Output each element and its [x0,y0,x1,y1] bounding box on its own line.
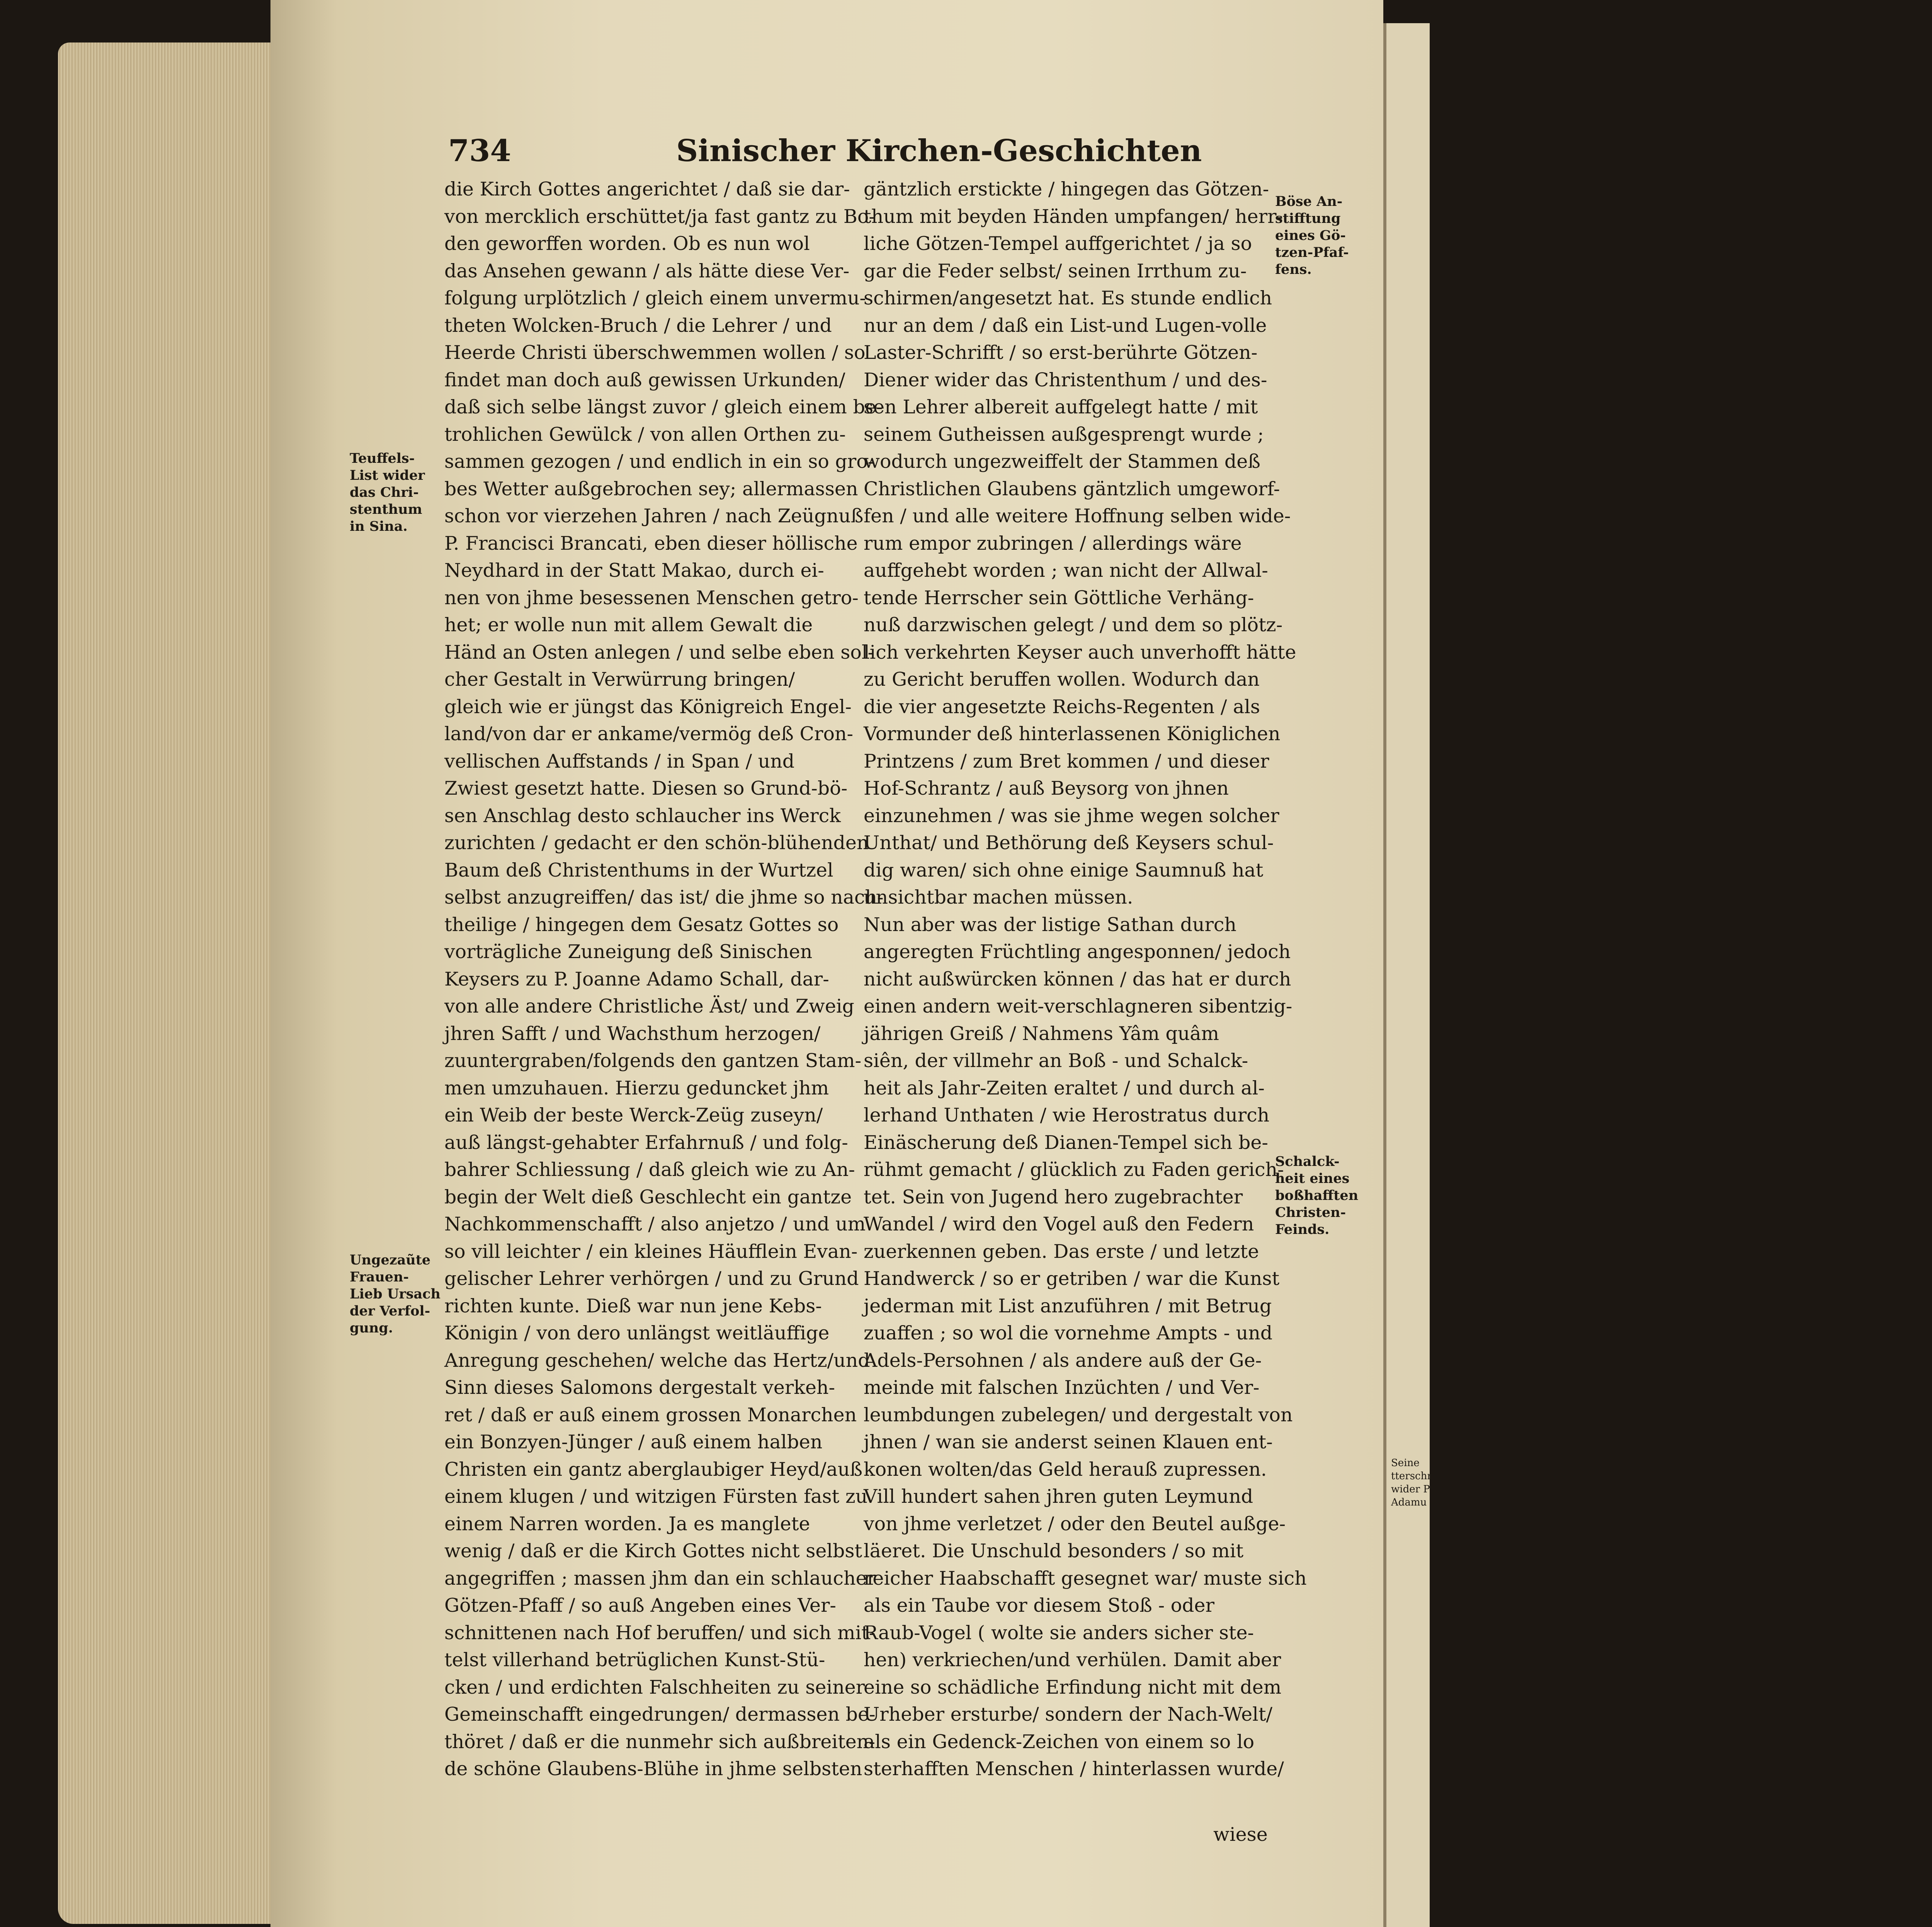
text-line: tet. Sein von Jugend hero zugebrachter [864,1186,1243,1208]
margin-note-line: heit eines [1275,1171,1350,1186]
text-line: von mercklich erschüttet/ja fast gantz zu Bo- [444,205,875,228]
text-line: unsichtbar machen müssen. [864,886,1133,908]
text-line: seinem Gutheissen außgesprengt wurde ; [864,423,1264,445]
margin-note-boese-anstifftung [1275,193,1364,278]
text-line: cher Gestalt in Verwürrung bringen/ [444,668,795,690]
text-line: theten Wolcken-Bruch / die Lehrer / und [444,314,832,336]
margin-note-line: stifftung [1275,211,1341,226]
text-line: sammen gezogen / und endlich in ein so gro- [444,450,874,472]
text-line: Sinn dieses Salomons dergestalt verkeh- [444,1376,835,1399]
margin-note-line: Frauen- [350,1269,409,1285]
text-line: Hof-Schrantz / auß Beysorg von jhnen [864,777,1229,799]
text-line: den geworffen worden. Ob es nun wol [444,233,810,255]
text-line: begin der Welt dieß Geschlecht ein gantze [444,1186,852,1208]
text-line: dig waren/ sich ohne einige Saumnuß hat [864,859,1264,881]
text-line: Händ an Osten anlegen / und selbe eben sol- [444,641,874,663]
margin-note-line: Schalck- [1275,1154,1340,1169]
text-line: gar die Feder selbst/ seinen Irrthum zu- [864,260,1247,282]
text-line: die Kirch Gottes angerichtet / daß sie dar- [444,178,850,200]
text-line: ein Bonzyen-Jünger / auß einem halben [444,1431,823,1453]
text-line: P. Francisci Brancati, eben dieser höllische [444,532,858,554]
text-line: nur an dem / daß ein List-und Lugen-volle [864,314,1267,336]
text-line: sen Lehrer albereit auffgelegt hatte / mit [864,396,1258,418]
text-line: Einäscherung deß Dianen-Tempel sich be- [864,1131,1268,1154]
text-line: folgung urplötzlich / gleich einem unvermu- [444,287,866,309]
text-line: ret / daß er auß einem grossen Monarchen [444,1404,857,1426]
margin-note-line: gung. [350,1320,393,1336]
text-line: Wandel / wird den Vogel auß den Federn [864,1213,1254,1235]
text-line: de schöne Glaubens-Blühe in jhme selbsten [444,1758,862,1780]
text-line: thum mit beyden Händen umpfangen/ herr- [864,205,1283,228]
text-line: eine so schädliche Erfindung nicht mit dem [864,1676,1282,1698]
text-line: zuuntergraben/folgends den gantzen Stam- [444,1050,862,1072]
text-line: zuerkennen geben. Das erste / und letzte [864,1240,1259,1263]
text-line: Unthat/ und Bethörung deß Keysers schul- [864,832,1274,854]
text-line: als ein Gedenck-Zeichen von einem so lo [864,1730,1255,1753]
margin-note-line: List wider [350,467,425,483]
text-line: Vormunder deß hinterlassenen Königlichen [864,723,1281,745]
margin-note-line: der Verfol- [350,1303,430,1319]
text-line: Baum deß Christenthums in der Wurtzel [444,859,833,881]
text-line: einzunehmen / was sie jhme wegen solcher [864,804,1279,827]
text-line: zurichten / gedacht er den schön-blühenden [444,832,869,854]
text-line: auffgehebt worden ; wan nicht der Allwal- [864,559,1268,581]
text-line: jährigen Greiß / Nahmens Yâm quâm [864,1022,1219,1045]
margin-note-schalckheit [1275,1153,1364,1238]
text-line: Urheber ersturbe/ sondern der Nach-Welt/ [864,1703,1273,1725]
text-line: nuß darzwischen gelegt / und dem so plötz- [864,614,1283,636]
edge-note-line: Seine [1391,1457,1420,1469]
text-line: angeregten Früchtling angesponnen/ jedoch [864,941,1291,963]
text-line: einem Narren worden. Ja es manglete [444,1512,810,1535]
text-line: einem klugen / und witzigen Fürsten fast zu [444,1485,868,1507]
text-line: konen wolten/das Geld herauß zupressen. [864,1458,1267,1480]
margin-note-frauen-lieb [350,1252,439,1337]
text-column-left [444,176,884,1783]
margin-note-line: Teuffels- [350,450,415,466]
text-line: Königin / von dero unlängst weitläuffige [444,1322,830,1344]
text-line: Christlichen Glaubens gäntzlich umgeworf- [864,478,1280,500]
edge-note-line: wider P [1391,1483,1430,1495]
text-line: Laster-Schrifft / so erst-berührte Götzen- [864,342,1258,364]
text-line: tende Herrscher sein Göttliche Verhäng- [864,586,1254,609]
margin-note-line: stenthum [350,501,422,517]
margin-note-line: boßhafften [1275,1188,1359,1203]
margin-note-line: Christen- [1275,1205,1346,1220]
text-line: Zwiest gesetzt hatte. Diesen so Grund-bö- [444,777,848,799]
text-line: rum empor zubringen / allerdings wäre [864,532,1242,554]
text-line: gäntzlich erstickte / hingegen das Götzen- [864,178,1269,200]
text-line: lich verkehrten Keyser auch unverhofft hätte [864,641,1296,663]
text-line: men umzuhauen. Hierzu geduncket jhm [444,1077,829,1099]
text-line: het; er wolle nun mit allem Gewalt die [444,614,813,636]
text-line: wodurch ungezweiffelt der Stammen deß [864,450,1261,472]
margin-note-line: tzen-Pfaf- [1275,245,1349,260]
text-line: Nachkommenschafft / also anjetzo / und um [444,1213,866,1235]
page-number: 734 [448,133,511,168]
text-line: cken / und erdichten Falschheiten zu seiner [444,1676,865,1698]
text-line: als ein Taube vor diesem Stoß - oder [864,1594,1214,1616]
running-head: Sinischer Kirchen-Geschichten [676,133,1202,168]
text-line: Anregung geschehen/ welche das Hertz/und [444,1349,870,1371]
text-line: einen andern weit-verschlagneren sibentzig- [864,995,1293,1017]
text-line: meinde mit falschen Inzüchten / und Ver- [864,1376,1260,1399]
text-line: so vill leichter / ein kleines Häufflein Evan- [444,1240,858,1263]
text-line: zu Gericht beruffen wollen. Wodurch dan [864,668,1260,690]
text-line: theilige / hingegen dem Gesatz Gottes so [444,913,839,936]
text-line: vellischen Auffstands / in Span / und [444,750,795,772]
text-line: selbst anzugreiffen/ das ist/ die jhme so nach- [444,886,884,908]
text-line: ein Weib der beste Werck-Zeüg zuseyn/ [444,1104,823,1126]
text-line: schnittenen nach Hof beruffen/ und sich mit- [444,1621,876,1644]
margin-note-teuffels-list [350,450,439,535]
margin-note-line: Feinds. [1275,1222,1330,1237]
text-line: findet man doch auß gewissen Urkunden/ [444,369,845,391]
text-line: richten kunte. Dieß war nun jene Kebs- [444,1295,822,1317]
text-line: sen Anschlag desto schlaucher ins Werck [444,804,841,827]
text-line: schon vor vierzehen Jahren / nach Zeügnuß [444,505,864,527]
text-line: gelischer Lehrer verhörgen / und zu Grund [444,1268,859,1290]
text-line: zuaffen ; so wol die vornehme Ampts - und [864,1322,1273,1344]
text-line: leumbdungen zubelegen/ und dergestalt von [864,1404,1293,1426]
text-line: Keysers zu P. Joanne Adamo Schall, dar- [444,968,829,990]
text-line: telst villerhand betrüglichen Kunst-Stü- [444,1649,825,1671]
text-line: von alle andere Christliche Äst/ und Zweig [444,995,854,1017]
margin-note-line: das Chri- [350,484,419,500]
text-line: Handwerck / so er getriben / war die Kunst [864,1268,1280,1290]
margin-note-line: Ungezaũte [350,1252,431,1268]
text-line: reicher Haabschafft gesegnet war/ muste sich [864,1567,1307,1589]
text-line: Nun aber was der listige Sathan durch [864,913,1236,936]
page-edges [58,42,290,1924]
text-line: siên, der villmehr an Boß - und Schalck- [864,1050,1248,1072]
text-line: trohlichen Gewülck / von allen Orthen zu- [444,423,846,445]
facing-page-edge [1383,23,1430,1927]
text-line: die vier angesetzte Reichs-Regenten / als [864,695,1260,718]
text-line: Diener wider das Christenthum / und des- [864,369,1267,391]
text-line: Heerde Christi überschwemmen wollen / so [444,342,866,364]
text-line: jederman mit List anzuführen / mit Betrug [864,1295,1272,1317]
text-line: Götzen-Pfaff / so auß Angeben eines Ver- [444,1594,836,1616]
text-line: jhren Safft / und Wachsthum herzogen/ [444,1022,821,1045]
edge-note-bottom [1391,1456,1432,1509]
text-line: heit als Jahr-Zeiten eraltet / und durch al- [864,1077,1265,1099]
text-line: sterhafften Menschen / hinterlassen wurde/ [864,1758,1284,1780]
text-line: Gemeinschafft eingedrungen/ dermassen be- [444,1703,876,1725]
text-line: von jhme verletzet / oder den Beutel außge- [864,1512,1286,1535]
margin-note-line: Böse An- [1275,194,1343,209]
margin-note-line: fens. [1275,262,1312,277]
text-line: läeret. Die Unschuld besonders / so mit [864,1540,1244,1562]
text-line: schirmen/angesetzt hat. Es stunde endlich [864,287,1272,309]
text-line: land/von dar er ankame/vermög deß Cron- [444,723,854,745]
text-line: thöret / daß er die nunmehr sich außbreiten- [444,1730,875,1753]
text-line: hen) verkriechen/und verhülen. Damit aber [864,1649,1281,1671]
text-line: Neydhard in der Statt Makao, durch ei- [444,559,824,581]
text-line: rühmt gemacht / glücklich zu Faden gerich- [864,1159,1284,1181]
text-line: Christen ein gantz aberglaubiger Heyd/auß [444,1458,863,1480]
text-line: vorträgliche Zuneigung deß Sinischen [444,941,813,963]
text-line: nicht außwürcken können / das hat er durch [864,968,1291,990]
text-line: nen von jhme besessenen Menschen getro- [444,586,859,609]
edge-note-line: Adamu [1391,1497,1427,1508]
text-line: angegriffen ; massen jhm dan ein schlaucher [444,1567,876,1589]
text-line: Printzens / zum Bret kommen / und dieser [864,750,1269,772]
catchword: wiese [1213,1823,1268,1845]
margin-note-line: eines Gö- [1275,228,1346,243]
margin-note-line: Lieb Ursach [350,1286,440,1302]
text-line: liche Götzen-Tempel auffgerichtet / ja so [864,233,1252,255]
text-line: das Ansehen gewann / als hätte diese Ver- [444,260,850,282]
text-line: bahrer Schliessung / daß gleich wie zu An- [444,1159,855,1181]
text-line: Adels-Persohnen / als andere auß der Ge- [864,1349,1262,1371]
text-line: bes Wetter außgebrochen sey; allermassen [444,478,858,500]
margin-note-line: in Sina. [350,518,408,534]
text-line: wenig / daß er die Kirch Gottes nicht selbst [444,1540,862,1562]
text-line: jhnen / wan sie anderst seinen Klauen ent- [864,1431,1273,1453]
text-line: Raub-Vogel ( wolte sie anders sicher ste- [864,1621,1254,1644]
text-line: gleich wie er jüngst das Königreich Engel- [444,695,852,718]
text-line: auß längst-gehabter Erfahrnuß / und folg- [444,1131,848,1154]
text-line: daß sich selbe längst zuvor / gleich einem be- [444,396,883,418]
text-line: Vill hundert sahen jhren guten Leymund [864,1485,1253,1507]
text-line: lerhand Unthaten / wie Herostratus durch [864,1104,1270,1126]
edge-note-line: tterschr [1391,1470,1432,1482]
text-line: fen / und alle weitere Hoffnung selben wide- [864,505,1291,527]
